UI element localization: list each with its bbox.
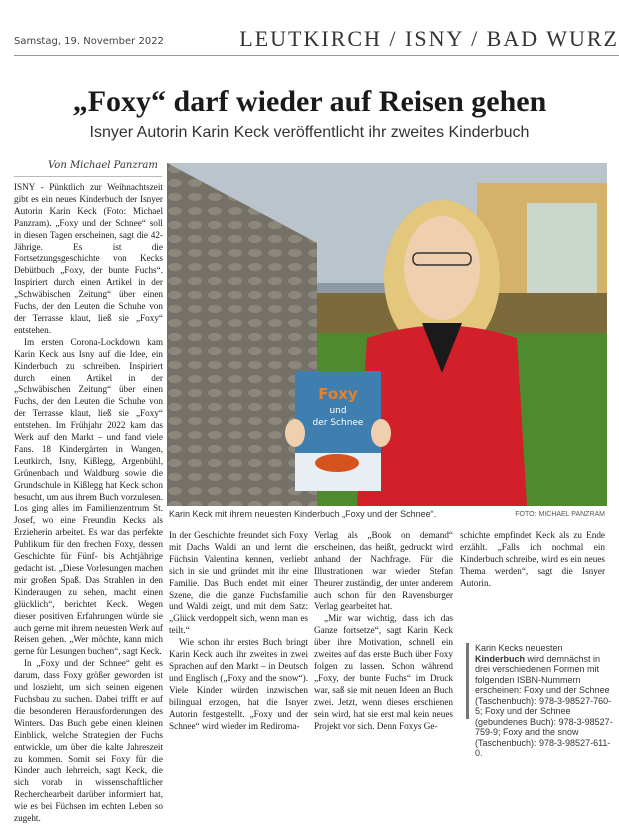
book-title: Foxy xyxy=(318,385,358,403)
article-column-4 xyxy=(460,530,605,640)
author-byline: Von Michael Panzram xyxy=(48,160,158,171)
paragraph: ISNY - Pünktlich zur Weihnachtszeit gibt es ein neues Kinderbuch der Isnyer Autorin Karin Keck (Foto: Michael Panzram). „Foxy und der Schnee“ soll in diesen Tagen erscheinen, sagt die 42-Jährige. Es ist die Fortsetzungsgeschichte von Kecks Debütbuch „Foxy, der bunte Fuchs“. Inspiriert durch einen Artikel in der „Schwäbischen Zeitung“ über einen Fuchs, der den Leuten die Schuhe von der Terrasse klaut, ließ sie „Foxy“ entstehen. xyxy=(14,182,163,335)
paragraph: „Mir war wichtig, dass ich das Ganze fortsetze“, sagt Karin Keck über ihre Motivation, schnell ein zweites auf das erste Buch über Foxy folgen zu lassen. Schon während „Foxy, der bunte Fuchs“ im Druck war, saß sie mit neuen Ideen an Buch zwei. Jetzt, wenn dieses erschienen sein wird, hat sie erst mal kein neues Projekt vor sich. Denn Foxys Ge- xyxy=(314,613,453,731)
book-title-line: der Schnee xyxy=(312,418,364,428)
infobox-pre: s neuesten xyxy=(518,643,563,653)
photo-credit: FOTO: MICHAEL PANZRAM xyxy=(515,511,605,518)
article-column-1 xyxy=(14,182,163,824)
issue-date: Samstag, 19. November 2022 xyxy=(14,36,164,47)
paragraph: Im ersten Corona-Lockdown kam Karin Keck aus Isny auf die Idee, ein Kinderbuch zu schreiben. Inspiriert durch einen Artikel in der „Schwäbischen Zeitung“ über einen Fuchs, der den Leuten die Schuhe von der Terrasse klaut, ließ sie „Foxy“ entstehen. Im Frühjahr 2022 kam das Werk auf den Markt – und fand viele Fans. 18 Kindergärten in Wangen, Leutkirch, Isny, Kißlegg, Argenbühl, Grünenbach und Waldburg sowie die Grundschule in Kißlegg hat Keck schon besucht, um aus ihrem Buch vorzulesen. Los ging alles im Familienzentrum St. Josef, wo eine Freundin Kecks als Erzieherin arbeitet. Es war das perfekte Publikum für den frechen Foxy, dessen Geschichte für Fünf- bis Achtjährige gedacht ist. „Diese Vorlesungen machen mir großen Spaß. Das Strahlen in den Kinderaugen zu sehen, macht einen glücklich“, berichtet Keck. Wegen dieser positiven Erfahrungen würde sie auch gerne mit ihrem neuesten Werk auf Reisen gehen. „Wer möchte, kann mich gerne für Lesungen buchen“, sagt Keck. xyxy=(14,336,163,657)
paragraph: In der Geschichte freundet sich Foxy mit Dachs Waldi an und lernt die Füchsin Valentina kennen, verliebt sich in sie und gründet mit ihr eine Familie. Das Buch endet mit einer Szene, die die ganze Fuchsfamilie und Waldi zeigt, und mit dem Satz: „Glück verdoppelt sich, wenn man es teilt.“ xyxy=(169,530,308,636)
paragraph: In „Foxy und der Schnee“ geht es darum, dass Foxy größer geworden ist und loszieht, um sich seinen eigenen Fuchsbau zu suchen. Dabei trifft er auf die besonderen Herausforderungen des Winters. Das Buch gebe einen kleinen Einblick, welche Strategien der Fuchs entwickle, um über die kalte Jahreszeit zu kommen. Somit sei Foxy für die Kinder auch lehrreich, sagt Keck, die sich vorab in wissenschaftlicher Recherchearbeit darüber informiert hat, wie es bei Füchsen im echten Leben so zugeht. xyxy=(14,658,163,824)
header-divider xyxy=(14,55,619,56)
paragraph: Verlag als „Book on demand“ erscheinen, das heißt, gedruckt wird anhand der Nachfrage. Für die Illustrationen war wieder Stefan Theurer zuständig, der unter anderem auch schon für den Ravensburger Verlag gearbeitet hat. xyxy=(314,530,453,612)
photo-illustration xyxy=(167,163,607,506)
article-photo xyxy=(167,163,607,506)
infobox-text: wird demnächst in drei verschiedenen Formen mit folgenden ISBN-Nummern erscheinen: Foxy und der Schnee (Taschenbuch): 978-3-98527-760-5; Foxy und der Schnee (gebundenes Buch): 978-3-98527-759-9; Foxy and the snow (Taschenbuch): 978-3-98527-611-0. xyxy=(475,653,613,758)
book-title-line: und xyxy=(329,406,347,416)
paragraph: Wie schon ihr erstes Buch bringt Karin Keck auch ihr zweites in zwei Sprachen auf den Markt – in Deutsch und Englisch („Foxy and the snow“). Viele Kinder würden inzwischen bilingual erzogen, hat die Isnyer Autorin festgestellt. „Foxy und der Schnee“ wird wieder im Rediroma- xyxy=(169,637,308,731)
byline-divider xyxy=(14,176,162,177)
section-title: LEUTKIRCH / ISNY / BAD WURZ xyxy=(239,26,619,51)
article-column-3 xyxy=(314,530,453,731)
isbn-infobox xyxy=(466,643,615,758)
paragraph: schichte empfindet Keck als zu Ende erzählt. „Falls ich nochmal ein Kinderbuch schreibe, wird es ein neues Thema werden“, sagt die Isnyer Autorin. xyxy=(460,530,605,588)
article-headline: „Foxy“ darf wieder auf Reisen gehen xyxy=(72,85,547,118)
infobox-lead: Karin Keck xyxy=(475,643,519,653)
infobox-bold: Kinderbuch xyxy=(475,653,526,664)
photo-caption: Karin Keck mit ihrem neuesten Kinderbuch „Foxy und der Schnee“. xyxy=(169,509,437,519)
article-column-2 xyxy=(169,530,308,731)
article-subheadline: Isnyer Autorin Karin Keck veröffentlicht ihr zweites Kinderbuch xyxy=(89,124,530,141)
